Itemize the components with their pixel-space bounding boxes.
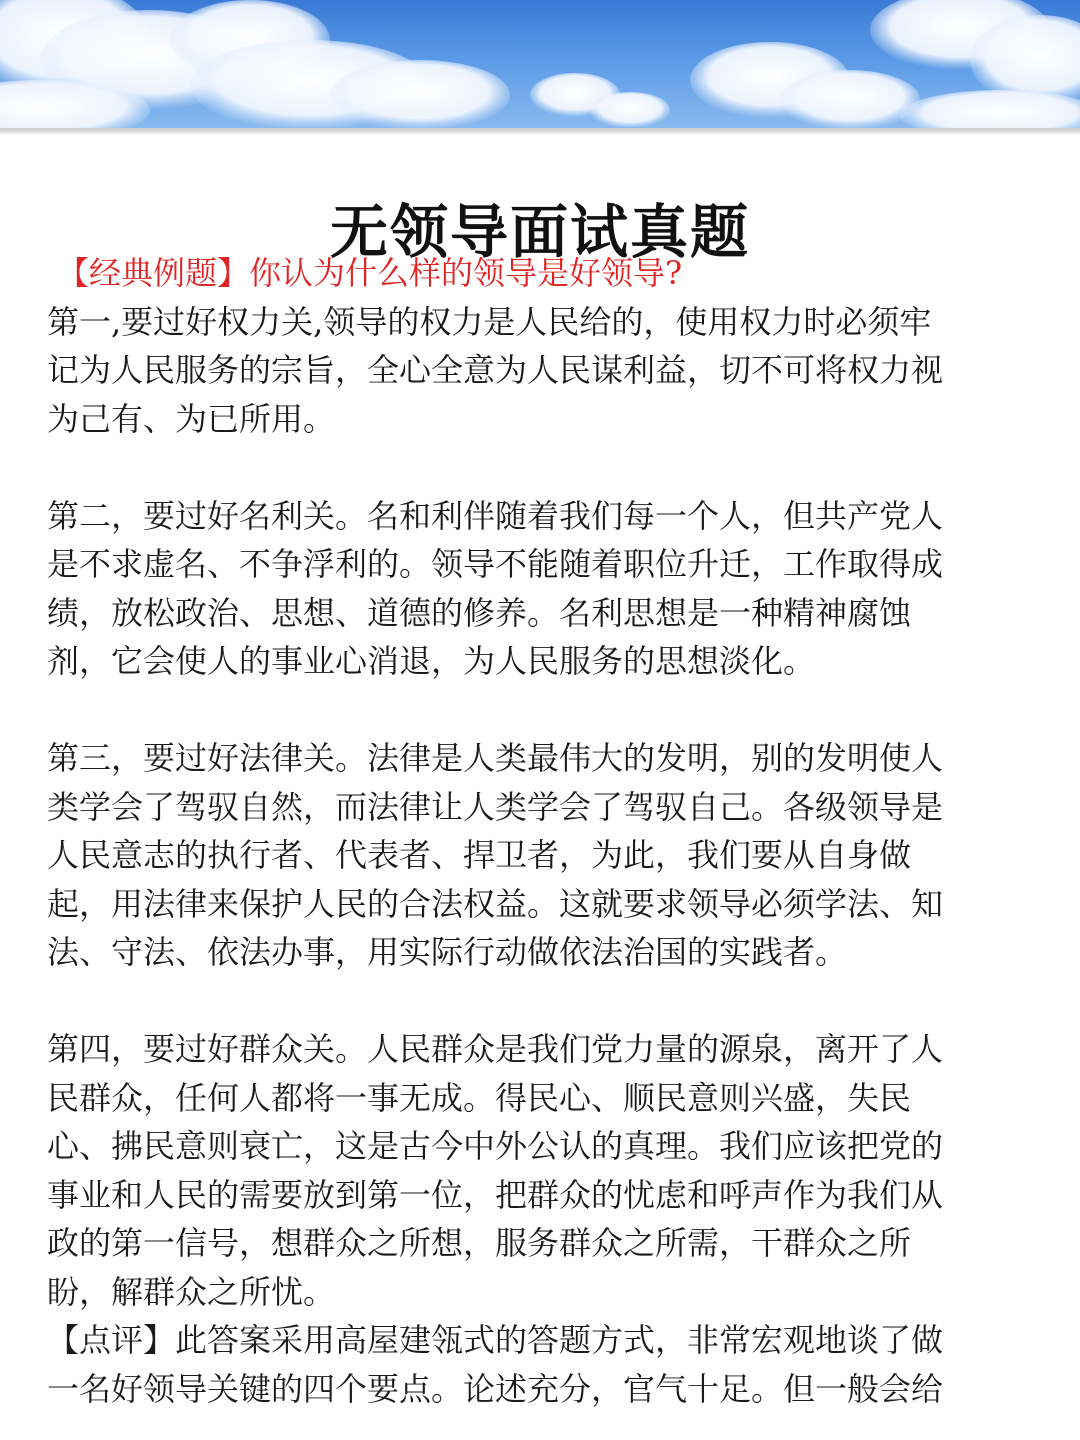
text-line: 类学会了驾驭自然，而法律让人类学会了驾驭自己。各级领导是	[47, 787, 944, 826]
banner-divider	[0, 128, 1080, 134]
paragraph-1	[47, 298, 1023, 444]
text-line: 法、守法、依法办事，用实际行动做依法治国的实践者。	[47, 933, 848, 971]
paragraph-spacer	[47, 977, 1023, 1026]
text-line: 事业和人民的需要放到第一位，把群众的忧虑和呼声作为我们从	[47, 1175, 944, 1214]
text-line: 第三，要过好法律关。法律是人类最伟大的发明，别的发明使人	[47, 739, 944, 777]
question-heading: 【经典例题】你认为什么样的领导是好领导?	[57, 254, 683, 292]
paragraph-3	[47, 734, 1023, 977]
cloud-illustration	[0, 0, 1080, 132]
text-line: 心、拂民意则衰亡，这是古今中外公认的真理。我们应该把党的	[47, 1127, 944, 1165]
text-line: 第一,要过好权力关,领导的权力是人民给的，使用权力时必须牢	[47, 302, 932, 341]
text-line: 第四，要过好群众关。人民群众是我们党力量的源泉，离开了人	[47, 1030, 944, 1068]
text-line: 绩，放松政治、思想、道德的修养。名利思想是一种精神腐蚀	[47, 593, 912, 632]
text-line: 起，用法律来保护人民的合法权益。这就要求领导必须学法、知	[47, 884, 944, 923]
text-line: 政的第一信号，想群众之所想，服务群众之所需，干群众之所	[47, 1224, 912, 1262]
text-line: 民群众，任何人都将一事无成。得民心、顺民意则兴盛，失民	[47, 1078, 912, 1117]
text-line: 人民意志的执行者、代表者、捍卫者，为此，我们要从自身做	[47, 836, 912, 874]
text-line: 一名好领导关键的四个要点。论述充分，官气十足。但一般会给	[47, 1369, 944, 1408]
paragraph-2	[47, 492, 1023, 686]
sky-banner-image	[0, 0, 1080, 132]
text-line: 剂，它会使人的事业心消退，为人民服务的思想淡化。	[47, 642, 816, 680]
paragraph-spacer	[47, 443, 1023, 492]
text-line: 盼，解群众之所忧。	[47, 1272, 336, 1311]
text-line: 第二，要过好名利关。名和利伴随着我们每一个人，但共产党人	[47, 496, 944, 535]
text-line: 记为人民服务的宗旨，全心全意为人民谋利益，切不可将权力视	[47, 351, 944, 389]
page-title: 无领导面试真题	[329, 197, 750, 266]
text-line: 是不求虚名、不争浮利的。领导不能随着职位升迁，工作取得成	[47, 545, 944, 583]
paragraph-4	[47, 1025, 1023, 1316]
paragraph-spacer	[47, 686, 1023, 735]
text-line: 为己有、为已所用。	[47, 399, 336, 438]
comment-section	[47, 1316, 1023, 1413]
article-body	[47, 249, 1023, 1413]
text-line: 【点评】此答案采用高屋建瓴式的答题方式，非常宏观地谈了做	[47, 1321, 944, 1359]
